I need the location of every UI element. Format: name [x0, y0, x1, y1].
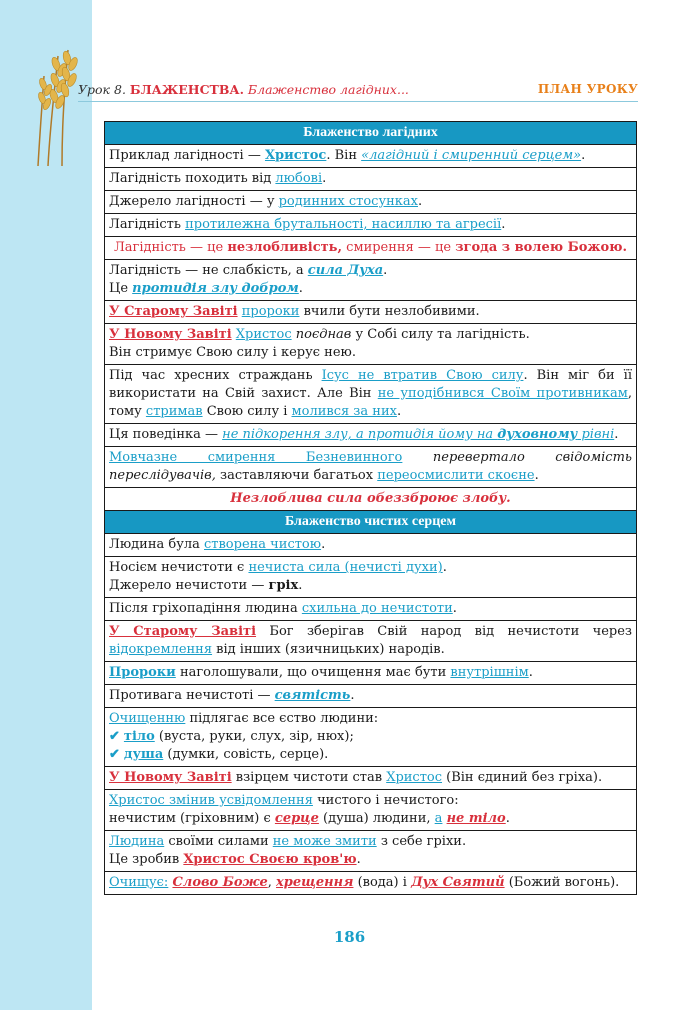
table-row: У Старому Завіті пророки вчили бути незлобивими. — [105, 301, 637, 324]
table-row: Людина своїми силами не може змити з себе гріхи. Це зробив Христос Своєю кров'ю. — [105, 831, 637, 872]
lesson-table — [104, 121, 637, 895]
page-header — [78, 80, 638, 100]
table-row: Приклад лагідності — Христос. Він «лагідний і смиренний серцем». — [105, 145, 637, 168]
table-row: У Старому Завіті Бог зберігав Свій народ від нечистоти через відокремлення від інших (язичницьких) народів. — [105, 621, 637, 662]
table-row-summary: Незлоблива сила обеззброює злобу. — [105, 488, 637, 511]
lesson-heading: Урок 8. БЛАЖЕНСТВА. Блаженство лагідних... — [78, 82, 409, 97]
table-row: Лагідність походить від любові. — [105, 168, 637, 191]
table-row: Ця поведінка — не підкорення злу, а протидія йому на духовному рівні. — [105, 424, 637, 447]
table-row: Пророки наголошували, що очищення має бути внутрішнім. — [105, 662, 637, 685]
checkmark-icon: ✔ — [109, 747, 120, 762]
table-row: Лагідність — не слабкість, а сила Духа. Це протидія злу добром. — [105, 260, 637, 301]
table-row: Противага нечистоті — святість. — [105, 685, 637, 708]
section-title-purity: Блаженство чистих серцем — [105, 511, 637, 534]
page-number: 186 — [333, 928, 366, 946]
lesson-plan-label: ПЛАН УРОКУ — [537, 82, 638, 96]
table-row: Після гріхопадіння людина схильна до нечистоти. — [105, 598, 637, 621]
table-row: Лагідність — це незлобливість, смирення — це згода з волею Божою. — [105, 237, 637, 260]
header-divider — [78, 101, 638, 102]
section-title-meekness: Блаженство лагідних — [105, 122, 637, 145]
table-row: Джерело лагідності — у родинних стосунках. — [105, 191, 637, 214]
checkmark-icon: ✔ — [109, 729, 120, 744]
table-row: Мовчазне смирення Безневинного перевертало свідомість переслідувачів, заставляючи багатьох переосмислити скоєне. — [105, 447, 637, 488]
table-row: Очищує: Слово Боже, хрещення (вода) і Дух Святий (Божий вогонь). — [105, 872, 637, 895]
table-row: Очищенню підлягає все єство людини: ✔ тіло (вуста, руки, слух, зір, нюх); ✔ душа (думки, совість, серце). — [105, 708, 637, 767]
table-row: У Новому Завіті взірцем чистоти став Христос (Він єдиний без гріха). — [105, 767, 637, 790]
table-row: Під час хресних страждань Ісус не втратив Свою силу. Він міг би її використати на Свій захист. Але Він не уподібнився Своїм противникам, тому стримав Свою силу і молився за них. — [105, 365, 637, 424]
table-row: Людина була створена чистою. — [105, 534, 637, 557]
table-row: Лагідність протилежна брутальності, насиллю та агресії. — [105, 214, 637, 237]
table-row: Христос змінив усвідомлення чистого і нечистого: нечистим (гріховним) є серце (душа) людини, а не тіло. — [105, 790, 637, 831]
table-row: Носієм нечистоти є нечиста сила (нечисті духи). Джерело нечистоти — гріх. — [105, 557, 637, 598]
table-row: У Новому Завіті Христос поєднав у Собі силу та лагідність. Він стримує Свою силу і керує нею. — [105, 324, 637, 365]
